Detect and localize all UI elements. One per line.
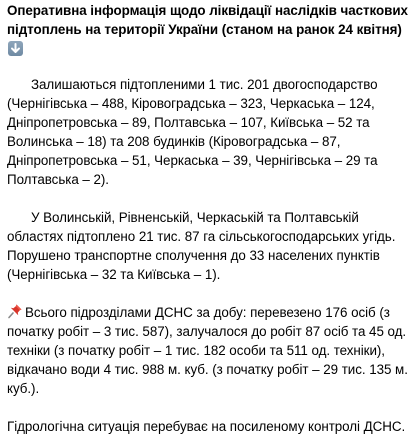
paragraph-line: Полтавська – 2). bbox=[7, 172, 109, 187]
down-arrow-icon bbox=[8, 41, 23, 56]
paragraph-line: початку робіт – 3 тис. 587), залучалося до робіт 87 осіб та 45 од. bbox=[7, 324, 407, 339]
paragraph-line-text: Всього підрозділами ДСНС за добу: перевезено 176 осіб (з bbox=[25, 305, 390, 320]
paragraph-farmland bbox=[7, 208, 409, 284]
title-line: Оперативна інформація щодо ліквідації наслідків часткових bbox=[7, 3, 408, 18]
paragraph-line: Дніпропетровська – 89, Полтавська – 107, Київська – 52 та bbox=[7, 115, 370, 130]
paragraph-hydrology bbox=[7, 417, 409, 436]
paragraph-line: куб.). bbox=[7, 381, 40, 396]
paragraph-line bbox=[7, 303, 409, 322]
paragraph-line: областях підтоплено 21 тис. 87 га сільськогосподарських угідь. bbox=[7, 229, 396, 244]
spacer bbox=[7, 56, 409, 75]
paragraph-line: Гідрологічна ситуація перебуває на посиленому контролі ДСНС. bbox=[7, 419, 406, 434]
paragraph-dsns-work bbox=[7, 303, 409, 398]
paragraph-line: техніки (з початку робіт – 1 тис. 182 особи та 511 од. техніки), bbox=[7, 343, 385, 358]
paragraph-line: відкачано води 4 тис. 988 м. куб. (з початку робіт – 29 тис. 135 м. bbox=[7, 362, 408, 377]
paragraph-line: Дніпропетровська – 51, Черкаська – 39, Чернігівська – 29 та bbox=[7, 153, 378, 168]
title-line: підтоплень на території України (станом на ранок 24 квітня) bbox=[7, 22, 402, 37]
paragraph-line: Порушено транспортне сполучення до 33 населених пунктів bbox=[7, 248, 380, 263]
paragraph-line: (Чернігівська – 32 та Київська – 1). bbox=[7, 267, 221, 282]
paragraph-flooded-households bbox=[7, 75, 409, 189]
paragraph-line: Залишаються підтопленими 1 тис. 201 двогосподарство bbox=[31, 77, 378, 92]
spacer bbox=[7, 284, 409, 303]
pushpin-icon bbox=[7, 303, 23, 319]
spacer bbox=[7, 398, 409, 417]
paragraph-line: У Волинській, Рівненській, Черкаській та Полтавській bbox=[31, 210, 359, 225]
post-title bbox=[7, 0, 409, 39]
paragraph-line: Волинська – 18) та 208 будинків (Кіровоградська – 87, bbox=[7, 134, 341, 149]
paragraph-line: (Чернігівська – 488, Кіровоградська – 323, Черкаська – 124, bbox=[7, 96, 375, 111]
spacer bbox=[7, 189, 409, 208]
